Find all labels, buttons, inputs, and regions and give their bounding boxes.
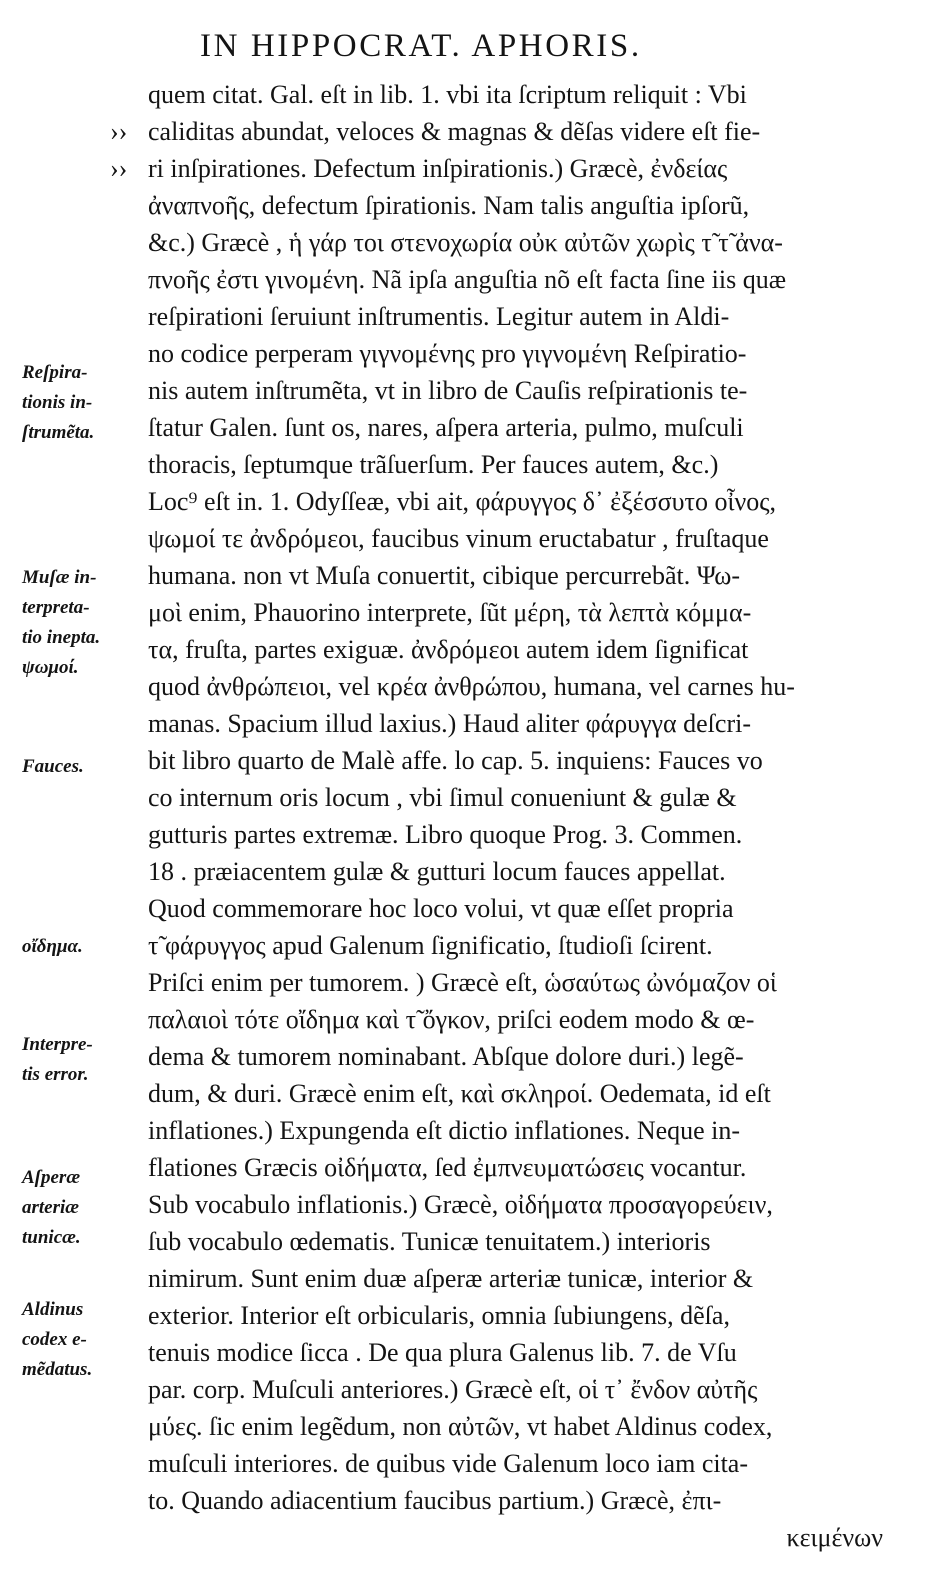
text-line: μοὶ enim, Phauorino interprete, ſũt μέρη, τὰ λεπτὰ κόμμα- — [148, 598, 752, 627]
text-line: Sub vocabulo inflationis.) Græcè, οἰδήματα προσαγορεύειν, — [148, 1190, 773, 1219]
margin-note-line: Aldinus — [22, 1299, 84, 1320]
text-line: caliditas abundat, veloces & magnas & dẽſas videre eſt fie- — [148, 117, 761, 146]
margin-note-line: Fauces. — [22, 756, 84, 777]
text-line: παλαιοὶ τότε οἴδημα καὶ τ̃ ὄγκον, priſci eodem modo & œ- — [148, 1005, 755, 1034]
text-line: tenuis modice ſicca . De qua plura Galenus lib. 7. de Vſu — [148, 1338, 737, 1367]
quote-mark: ›› — [110, 154, 128, 183]
text-line: Loc⁹ eſt in. 1. Odyſſeæ, vbi ait, φάρυγγος δ᾽ ἐξέσσυτο οἶνος, — [148, 487, 776, 516]
text-line: flationes Græcis οἰδήματα, ſed ἐμπνευματώσεις vocantur. — [148, 1153, 747, 1182]
margin-note-line: tio inepta. — [22, 627, 101, 648]
margin-note — [22, 1163, 142, 1253]
margin-note-line: ψωμοί. — [22, 657, 79, 678]
margin-note-line: Aſperæ — [22, 1167, 81, 1188]
main-text-block — [148, 76, 883, 1556]
margin-note-line: tionis in- — [22, 392, 93, 413]
margin-note-line: arteriæ — [22, 1197, 79, 1218]
margin-note-line: Interpre- — [22, 1034, 93, 1055]
text-line: reſpirationi ſeruiunt inſtrumentis. Legitur autem in Aldi- — [148, 302, 730, 331]
text-line: bit libro quarto de Malè affe. lo cap. 5. inquiens: Fauces vo — [148, 746, 763, 775]
margin-note — [22, 1030, 142, 1090]
text-line: ſtatur Galen. ſunt os, nares, aſpera arteria, pulmo, muſculi — [148, 413, 744, 442]
text-line: ri inſpirationes. Defectum inſpirationis.) Græcè, ἐνδείας — [148, 154, 728, 183]
text-line: humana. non vt Muſa conuertit, cibique percurrebãt. Ψω- — [148, 561, 740, 590]
quote-mark: ›› — [110, 117, 128, 146]
text-line: κειμένων — [786, 1523, 883, 1552]
margin-note-line: Reſpira- — [22, 362, 88, 383]
text-line: to. Quando adiacentium faucibus partium.) Græcè, ἐπι- — [148, 1486, 722, 1515]
text-line: no codice perperam γιγνομένης pro γιγνομένη Reſpiratio- — [148, 339, 747, 368]
text-line: ἀναπνοῆς, defectum ſpirationis. Nam talis anguſtia ipſorũ, — [148, 191, 750, 220]
text-line: exterior. Interior eſt orbicularis, omnia ſubiungens, dẽſa, — [148, 1301, 730, 1330]
margin-note — [22, 932, 142, 962]
margin-note-line: ſtrumẽta. — [22, 422, 95, 443]
text-line: dema & tumorem nominabant. Abſque dolore duri.) legẽ- — [148, 1042, 744, 1071]
margin-note-line: codex e- — [22, 1329, 87, 1350]
margin-note — [22, 563, 142, 683]
margin-note-line: mẽdatus. — [22, 1359, 93, 1380]
margin-note-line: οἴδημα. — [22, 936, 83, 957]
text-line: manas. Spacium illud laxius.) Haud aliter φάρυγγα deſcri- — [148, 709, 751, 738]
margin-note-line: Muſæ in- — [22, 567, 97, 588]
text-line: ſub vocabulo œdematis. Tunicæ tenuitatem.) interioris — [148, 1227, 711, 1256]
text-line: 18 . præiacentem gulæ & gutturi locum fauces appellat. — [148, 857, 726, 886]
text-line: co internum oris locum , vbi ſimul conueniunt & gulæ & — [148, 783, 737, 812]
text-line: nimirum. Sunt enim duæ aſperæ arteriæ tunicæ, interior & — [148, 1264, 754, 1293]
text-line: nis autem inſtrumẽta, vt in libro de Cauſis reſpirationis te- — [148, 376, 748, 405]
text-line: inflationes.) Expungenda eſt dictio inflationes. Neque in- — [148, 1116, 741, 1145]
margin-note-line: terpreta- — [22, 597, 90, 618]
running-header: IN HIPPOCRAT. APHORIS. — [200, 28, 642, 64]
text-line: dum, & duri. Græcè enim eſt, καὶ σκληροί. Oedemata, id eſt — [148, 1079, 771, 1108]
margin-note — [22, 358, 142, 448]
margin-note-line: tunicæ. — [22, 1227, 81, 1248]
text-line: par. corp. Muſculi anteriores.) Græcè eſt, οἱ τ᾽ ἔνδον αὐτῆς — [148, 1375, 758, 1404]
text-line: τα, fruſta, partes exiguæ. ἀνδρόμεοι autem idem ſignificat — [148, 635, 749, 664]
text-line: quem citat. Gal. eſt in lib. 1. vbi ita ſcriptum reliquit : Vbi — [148, 80, 747, 109]
text-line: thoracis, ſeptumque trãſuerſum. Per fauces autem, &c.) — [148, 450, 719, 479]
text-line: quod ἀνθρώπειοι, vel κρέα ἀνθρώπου, humana, vel carnes hu- — [148, 672, 795, 701]
text-line: muſculi interiores. de quibus vide Galenum loco iam cita- — [148, 1449, 749, 1478]
text-line: &c.) Græcè , ἡ γάρ τοι στενοχωρία οὐκ αὐτῶν χωρὶς τ̃ τ̃ ἀνα- — [148, 228, 783, 257]
text-line: πνοῆς ἐστι γινομένη. Nã ipſa anguſtia nõ eſt facta ſine iis quæ — [148, 265, 787, 294]
text-line: gutturis partes extremæ. Libro quoque Prog. 3. Commen. — [148, 820, 743, 849]
text-line: τ̃ φάρυγγος apud Galenum ſignificatio, ſtudioſi ſcirent. — [148, 931, 713, 960]
text-line: ψωμοί τε ἀνδρόμεοι, faucibus vinum eructabatur , fruſtaque — [148, 524, 769, 553]
margin-note — [22, 1295, 142, 1385]
text-line: Quod commemorare hoc loco volui, vt quæ eſſet propria — [148, 894, 734, 923]
margin-note-line: tis error. — [22, 1064, 89, 1085]
text-line: μύες. ſic enim legẽdum, non αὐτῶν, vt habet Aldinus codex, — [148, 1412, 773, 1441]
text-line: Priſci enim per tumorem. ) Græcè eſt, ὡσαύτως ὠνόμαζον οἱ — [148, 968, 777, 997]
margin-note — [22, 752, 142, 782]
